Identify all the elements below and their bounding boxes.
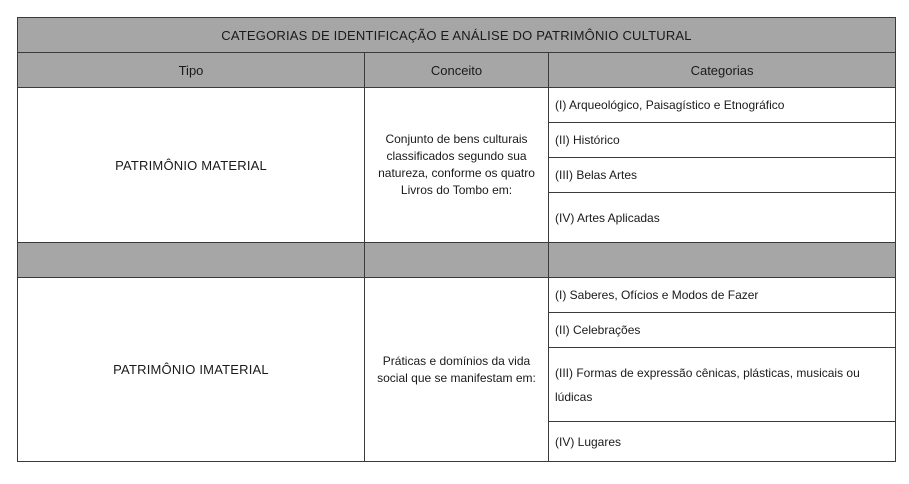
conceito-imaterial: Práticas e domínios da vida social que se manifestam em: [365,278,549,462]
categoria-imaterial-4: (IV) Lugares [549,422,896,462]
categoria-material-2: (II) Histórico [549,123,896,158]
categoria-material-3: (III) Belas Artes [549,158,896,193]
heritage-categories-table [17,17,896,462]
categoria-material-4: (IV) Artes Aplicadas [549,193,896,243]
tipo-material: PATRIMÔNIO MATERIAL [18,88,365,243]
conceito-material: Conjunto de bens culturais classificados segundo sua natureza, conforme os quatro Livros do Tombo em: [365,88,549,243]
separator-row [18,243,896,278]
categoria-material-1: (I) Arqueológico, Paisagístico e Etnográfico [549,88,896,123]
tipo-imaterial: PATRIMÔNIO IMATERIAL [18,278,365,462]
separator-cell-categorias [549,243,896,278]
table-header-row [18,53,896,88]
categoria-imaterial-3: (III) Formas de expressão cênicas, plásticas, musicais ou lúdicas [549,348,896,422]
header-tipo: Tipo [18,53,365,88]
header-conceito: Conceito [365,53,549,88]
categoria-imaterial-1: (I) Saberes, Ofícios e Modos de Fazer [549,278,896,313]
categoria-imaterial-2: (II) Celebrações [549,313,896,348]
table-title-row [18,18,896,53]
separator-cell-conceito [365,243,549,278]
heritage-table-frame [17,17,895,466]
separator-cell-tipo [18,243,365,278]
imaterial-row-1 [18,278,896,313]
table-title: CATEGORIAS DE IDENTIFICAÇÃO E ANÁLISE DO PATRIMÔNIO CULTURAL [18,18,896,53]
header-categorias: Categorias [549,53,896,88]
material-row-1 [18,88,896,123]
